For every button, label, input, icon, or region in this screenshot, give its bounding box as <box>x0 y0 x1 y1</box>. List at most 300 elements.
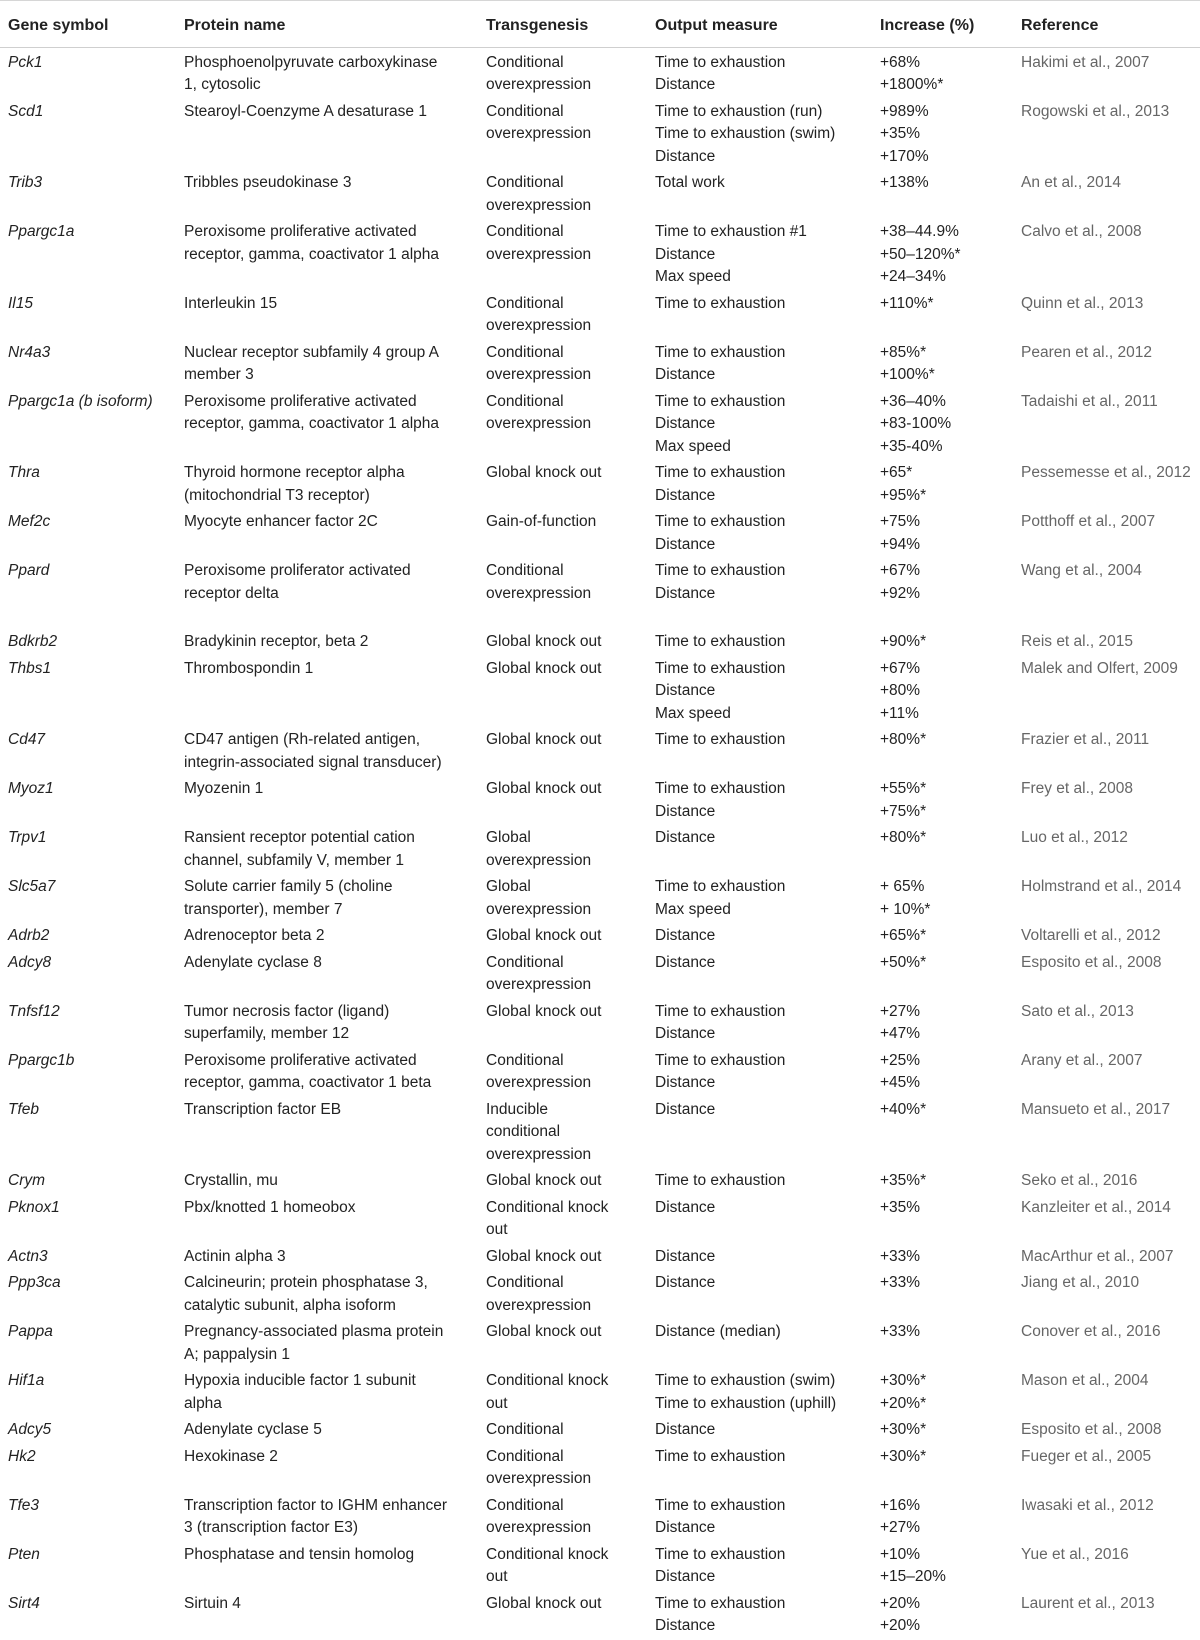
reference-cell: Mason et al., 2004 <box>1021 1372 1149 1389</box>
increase-cell-line: +35% <box>880 125 921 142</box>
gene-symbol-cell: Mef2c <box>8 513 51 530</box>
increase-cell <box>872 629 1013 656</box>
protein-name-cell-line: Peroxisome proliferative activated <box>184 392 417 410</box>
transgenesis-cell-line: overexpression <box>486 1145 592 1163</box>
reference-cell: Rogowski et al., 2013 <box>1021 102 1170 120</box>
reference-cell: Sato et al., 2013 <box>1021 1002 1134 1020</box>
gene-symbol-cell: Tfe3 <box>8 1496 40 1514</box>
output-measure-cell-line: Distance <box>655 1074 716 1091</box>
protein-name-cell <box>176 558 478 629</box>
transgenesis-cell-line: conditional <box>486 1123 561 1140</box>
transgenesis-cell-line: Global knock out <box>486 633 602 650</box>
transgenesis-cell-line: Conditional <box>486 1421 564 1438</box>
protein-name-cell <box>176 1048 478 1097</box>
protein-name-cell-line: Transcription factor EB <box>184 1100 342 1118</box>
gene-symbol-cell: Ppargc1b <box>8 1051 75 1069</box>
output-measure-cell-line: Time to exhaustion (swim) <box>655 1372 836 1389</box>
gene-symbol-cell: Slc5a7 <box>8 878 56 895</box>
protein-name-cell <box>176 219 478 291</box>
table-row <box>0 1493 1200 1542</box>
protein-name-cell <box>176 1319 478 1368</box>
output-measure-cell-line: Distance <box>655 927 716 944</box>
gene-symbol-cell: Myoz1 <box>8 780 54 797</box>
transgenesis-cell-line: Conditional <box>486 174 564 191</box>
protein-name-cell <box>176 47 478 99</box>
reference-cell: Malek and Olfert, 2009 <box>1021 659 1178 677</box>
increase-cell-line: +35%* <box>880 1172 927 1189</box>
protein-name-cell <box>176 999 478 1048</box>
header-increase: Increase (%) <box>872 1 1013 48</box>
transgenesis-cell-line: Conditional <box>486 294 564 312</box>
increase-cell-line: +33% <box>880 1323 921 1340</box>
increase-cell <box>872 47 1013 99</box>
reference-cell: Wang et al., 2004 <box>1021 562 1142 579</box>
output-measure-cell-line: Time to exhaustion <box>655 464 786 481</box>
protein-name-cell-line: Adenylate cyclase 5 <box>184 1421 322 1438</box>
increase-cell-line: +16% <box>880 1496 921 1514</box>
transgenesis-cell-line: out <box>486 1394 508 1412</box>
protein-name-cell-line: Hypoxia inducible factor 1 subunit <box>184 1372 416 1389</box>
output-measure-cell <box>647 776 872 825</box>
output-measure-cell <box>647 1417 872 1444</box>
increase-cell <box>872 509 1013 558</box>
transgenesis-cell-line: Global knock out <box>486 1002 602 1020</box>
output-measure-cell-line: Max speed <box>655 437 731 455</box>
reference-cell: Holmstrand et al., 2014 <box>1021 878 1182 895</box>
protein-name-cell-line: Hexokinase 2 <box>184 1447 278 1465</box>
increase-cell <box>872 874 1013 923</box>
gene-symbol-cell: Tnfsf12 <box>8 1002 60 1020</box>
gene-symbol-cell: Pknox1 <box>8 1198 60 1216</box>
protein-name-cell-line: Myocyte enhancer factor 2C <box>184 513 378 530</box>
output-measure-cell-line: Time to exhaustion (swim) <box>655 125 836 142</box>
protein-name-cell <box>176 460 478 509</box>
protein-name-cell-line: A; pappalysin 1 <box>184 1345 290 1363</box>
transgenesis-cell-line: overexpression <box>486 1470 592 1487</box>
increase-cell <box>872 460 1013 509</box>
output-measure-cell-line: Distance <box>655 486 716 504</box>
protein-name-cell-line: Pbx/knotted 1 homeobox <box>184 1198 356 1216</box>
increase-cell-line: +90%* <box>880 633 927 650</box>
transgenesis-cell-line: overexpression <box>486 366 592 383</box>
transgenesis-cell-line: overexpression <box>486 415 592 432</box>
transgenesis-cell <box>478 656 647 728</box>
increase-cell <box>872 170 1013 219</box>
reference-cell: Calvo et al., 2008 <box>1021 223 1142 240</box>
transgenesis-cell <box>478 1244 647 1271</box>
transgenesis-cell <box>478 1195 647 1244</box>
gene-symbol-cell: Hk2 <box>8 1447 36 1465</box>
protein-name-cell <box>176 1244 478 1271</box>
increase-cell-line: +20% <box>880 1617 921 1634</box>
output-measure-cell-line: Time to exhaustion <box>655 1496 786 1514</box>
protein-name-cell-line: Calcineurin; protein phosphatase 3, <box>184 1274 428 1291</box>
transgenesis-cell-line: Conditional <box>486 1274 564 1291</box>
increase-cell <box>872 1591 1013 1640</box>
reference-cell: Fueger et al., 2005 <box>1021 1447 1152 1465</box>
protein-name-cell-line: Interleukin 15 <box>184 294 278 312</box>
table-row <box>0 291 1200 340</box>
increase-cell-line: +30%* <box>880 1421 927 1438</box>
output-measure-cell-line: Time to exhaustion <box>655 1172 786 1189</box>
transgenesis-cell-line: out <box>486 1221 508 1238</box>
transgenesis-cell-line: overexpression <box>486 1296 592 1314</box>
table-row <box>0 1048 1200 1097</box>
protein-name-cell-line: Nuclear receptor subfamily 4 group A <box>184 343 440 361</box>
increase-cell <box>872 291 1013 340</box>
output-measure-cell-line: Distance <box>655 1519 716 1536</box>
increase-cell <box>872 389 1013 461</box>
increase-cell-line: +989% <box>880 102 929 120</box>
output-measure-cell-line: Time to exhaustion #1 <box>655 223 807 240</box>
transgenesis-cell <box>478 170 647 219</box>
protein-name-cell-line: receptor, gamma, coactivator 1 alpha <box>184 245 440 263</box>
increase-cell <box>872 99 1013 171</box>
transgenesis-cell <box>478 1097 647 1169</box>
transgenesis-cell-line: Global knock out <box>486 1172 602 1189</box>
transgenesis-cell-line: Global <box>486 829 531 846</box>
increase-cell-line: +65%* <box>880 927 927 944</box>
reference-cell: Laurent et al., 2013 <box>1021 1594 1155 1612</box>
protein-name-cell-line: CD47 antigen (Rh-related antigen, <box>184 731 421 748</box>
output-measure-cell-line: Distance <box>655 1421 716 1438</box>
output-measure-cell-line: Distance <box>655 802 716 820</box>
transgenesis-cell-line: Conditional <box>486 343 564 361</box>
table-row <box>0 629 1200 656</box>
output-measure-cell <box>647 460 872 509</box>
reference-cell: Yue et al., 2016 <box>1021 1545 1129 1563</box>
protein-name-cell <box>176 950 478 999</box>
header-reference: Reference <box>1013 1 1200 48</box>
table-body <box>0 47 1200 1640</box>
table-row <box>0 874 1200 923</box>
increase-cell <box>872 1168 1013 1195</box>
protein-name-cell-line: Phosphoenolpyruvate carboxykinase <box>184 53 438 71</box>
output-measure-cell-line: Distance <box>655 1025 716 1042</box>
reference-cell: Frazier et al., 2011 <box>1021 731 1150 748</box>
table-row <box>0 509 1200 558</box>
protein-name-cell-line: integrin-associated signal transducer) <box>184 753 442 771</box>
table-row <box>0 1168 1200 1195</box>
increase-cell-line: +38–44.9% <box>880 223 959 240</box>
transgenesis-cell <box>478 950 647 999</box>
table-row <box>0 727 1200 776</box>
increase-cell <box>872 1444 1013 1493</box>
increase-cell <box>872 1417 1013 1444</box>
increase-cell-line: +27% <box>880 1519 921 1536</box>
protein-name-cell <box>176 99 478 171</box>
output-measure-cell-line: Time to exhaustion <box>655 294 786 312</box>
protein-name-cell-line: Actinin alpha 3 <box>184 1247 286 1265</box>
output-measure-cell <box>647 923 872 950</box>
output-measure-cell <box>647 340 872 389</box>
output-measure-cell-line: Distance <box>655 1100 716 1118</box>
increase-cell <box>872 825 1013 874</box>
table-row <box>0 47 1200 99</box>
gene-symbol-cell: Tfeb <box>8 1100 40 1118</box>
header-output-measure: Output measure <box>647 1 872 48</box>
increase-cell-line: +24–34% <box>880 268 946 285</box>
transgenesis-cell-line: Inducible <box>486 1100 549 1118</box>
increase-cell-line: +20%* <box>880 1394 927 1412</box>
increase-cell-line: +15–20% <box>880 1568 946 1585</box>
increase-cell <box>872 1048 1013 1097</box>
protein-name-cell-line: receptor, gamma, coactivator 1 alpha <box>184 415 440 432</box>
reference-cell: Kanzleiter et al., 2014 <box>1021 1198 1171 1216</box>
increase-cell-line: +11% <box>880 704 919 722</box>
output-measure-cell-line: Time to exhaustion <box>655 659 786 677</box>
protein-name-cell <box>176 825 478 874</box>
protein-name-cell <box>176 509 478 558</box>
output-measure-cell <box>647 1048 872 1097</box>
increase-cell-line: + 65% <box>880 878 925 895</box>
protein-name-cell-line: Stearoyl-Coenzyme A desaturase 1 <box>184 102 427 120</box>
table-row <box>0 1591 1200 1640</box>
transgenesis-cell-line: Conditional <box>486 102 564 120</box>
header-gene-symbol: Gene symbol <box>0 1 176 48</box>
output-measure-cell <box>647 389 872 461</box>
protein-name-cell <box>176 1195 478 1244</box>
protein-name-cell-line: Peroxisome proliferator activated <box>184 562 411 579</box>
output-measure-cell <box>647 825 872 874</box>
protein-name-cell <box>176 1591 478 1640</box>
output-measure-cell <box>647 47 872 99</box>
increase-cell-line: +36–40% <box>880 392 946 410</box>
increase-cell-line: +25% <box>880 1051 921 1069</box>
protein-name-cell-line: Crystallin, mu <box>184 1172 278 1189</box>
table-row <box>0 340 1200 389</box>
output-measure-cell-line: Distance <box>655 1198 716 1216</box>
table-row <box>0 99 1200 171</box>
transgenesis-cell <box>478 509 647 558</box>
reference-cell: Voltarelli et al., 2012 <box>1021 927 1161 944</box>
increase-cell-line: +75% <box>880 513 921 530</box>
table-row <box>0 923 1200 950</box>
output-measure-cell-line: Distance <box>655 829 716 846</box>
increase-cell-line: +68% <box>880 53 921 71</box>
protein-name-cell <box>176 1168 478 1195</box>
protein-name-cell <box>176 727 478 776</box>
output-measure-cell <box>647 1493 872 1542</box>
gene-symbol-cell: Thra <box>8 464 40 481</box>
protein-name-cell <box>176 1493 478 1542</box>
reference-cell: Arany et al., 2007 <box>1021 1051 1143 1069</box>
header-protein-name: Protein name <box>176 1 478 48</box>
protein-name-cell-line: superfamily, member 12 <box>184 1025 350 1042</box>
protein-name-cell <box>176 1417 478 1444</box>
transgenesis-cell-line: Conditional knock <box>486 1545 609 1563</box>
gene-symbol-cell: Adcy8 <box>8 953 52 971</box>
protein-name-cell-line: Peroxisome proliferative activated <box>184 1051 417 1069</box>
protein-name-cell-line: Thrombospondin 1 <box>184 659 314 677</box>
increase-cell-line: +40%* <box>880 1100 927 1118</box>
output-measure-cell-line: Distance <box>655 1568 716 1585</box>
transgenesis-cell-line: Conditional knock <box>486 1198 609 1216</box>
output-measure-cell-line: Distance <box>655 415 716 432</box>
increase-cell-line: +95%* <box>880 486 927 504</box>
table-row <box>0 999 1200 1048</box>
transgenesis-cell-line: overexpression <box>486 851 592 869</box>
increase-cell-line: +1800%* <box>880 76 944 93</box>
protein-name-cell <box>176 1542 478 1591</box>
output-measure-cell-line: Time to exhaustion <box>655 562 786 579</box>
output-measure-cell-line: Time to exhaustion <box>655 1051 786 1069</box>
increase-cell-line: +50%* <box>880 953 927 971</box>
protein-name-cell-line: receptor, gamma, coactivator 1 beta <box>184 1074 432 1091</box>
increase-cell-line: +10% <box>880 1545 921 1563</box>
protein-name-cell <box>176 629 478 656</box>
transgenesis-cell <box>478 1417 647 1444</box>
protein-name-cell-line: Pregnancy-associated plasma protein <box>184 1323 444 1340</box>
increase-cell <box>872 1542 1013 1591</box>
output-measure-cell-line: Distance <box>655 953 716 971</box>
output-measure-cell-line: Distance <box>655 1617 716 1634</box>
gene-symbol-cell: Pck1 <box>8 53 43 71</box>
gene-symbol-cell: Ppargc1a (b isoform) <box>8 392 153 410</box>
protein-name-cell <box>176 656 478 728</box>
table-row <box>0 460 1200 509</box>
protein-name-cell-line: Adrenoceptor beta 2 <box>184 927 325 944</box>
increase-cell-line: +100%* <box>880 366 935 383</box>
output-measure-cell-line: Distance <box>655 682 716 699</box>
increase-cell-line: +33% <box>880 1274 921 1291</box>
table-row <box>0 170 1200 219</box>
protein-name-cell <box>176 340 478 389</box>
transgenesis-cell-line: Global knock out <box>486 1594 602 1612</box>
transgenesis-cell-line: out <box>486 1568 508 1585</box>
transgenesis-cell <box>478 1368 647 1417</box>
transgenesis-cell-line: Global knock out <box>486 1323 602 1340</box>
gene-symbol-cell: Scd1 <box>8 102 44 120</box>
increase-cell-line: +94% <box>880 535 921 553</box>
transgenesis-cell-line: Global knock out <box>486 464 602 481</box>
output-measure-cell-line: Distance <box>655 535 716 553</box>
output-measure-cell-line: Distance <box>655 1274 716 1291</box>
reference-cell: MacArthur et al., 2007 <box>1021 1247 1174 1265</box>
increase-cell <box>872 340 1013 389</box>
gene-symbol-cell: Ppp3ca <box>8 1274 61 1291</box>
gene-symbol-cell: Actn3 <box>8 1247 48 1265</box>
increase-cell <box>872 219 1013 291</box>
transgenesis-cell <box>478 727 647 776</box>
transgenesis-cell-line: Conditional <box>486 1447 564 1465</box>
transgenesis-cell-line: overexpression <box>486 76 592 93</box>
transgenesis-cell <box>478 219 647 291</box>
table-row <box>0 825 1200 874</box>
increase-cell <box>872 999 1013 1048</box>
output-measure-cell <box>647 99 872 171</box>
transgenesis-cell <box>478 340 647 389</box>
increase-cell-line: +80%* <box>880 829 927 846</box>
increase-cell-line: +92% <box>880 584 921 602</box>
protein-name-cell-line: 3 (transcription factor E3) <box>184 1519 359 1536</box>
output-measure-cell-line: Time to exhaustion (run) <box>655 102 823 120</box>
increase-cell <box>872 1244 1013 1271</box>
protein-name-cell-line: channel, subfamily V, member 1 <box>184 851 404 869</box>
protein-name-cell-line: Tumor necrosis factor (ligand) <box>184 1002 390 1020</box>
table-row <box>0 558 1200 629</box>
output-measure-cell <box>647 1319 872 1368</box>
output-measure-cell-line: Distance <box>655 366 716 383</box>
output-measure-cell-line: Total work <box>655 174 725 191</box>
transgenesis-cell-line: Conditional <box>486 53 564 71</box>
transgenesis-cell-line: overexpression <box>486 317 592 334</box>
table-row <box>0 1319 1200 1368</box>
output-measure-cell-line: Distance <box>655 245 716 263</box>
protein-name-cell-line: Peroxisome proliferative activated <box>184 223 417 240</box>
header-transgenesis: Transgenesis <box>478 1 647 48</box>
output-measure-cell <box>647 1270 872 1319</box>
protein-name-cell-line: Sirtuin 4 <box>184 1594 241 1612</box>
output-measure-cell-line: Time to exhaustion <box>655 343 786 361</box>
transgenesis-cell-line: overexpression <box>486 584 592 602</box>
output-measure-cell <box>647 558 872 629</box>
output-measure-cell-line: Time to exhaustion <box>655 53 786 71</box>
transgenesis-cell <box>478 1591 647 1640</box>
increase-cell-line: +80% <box>880 682 921 699</box>
transgenesis-cell-line: overexpression <box>486 1519 592 1536</box>
output-measure-cell-line: Distance (median) <box>655 1323 781 1340</box>
output-measure-cell <box>647 1168 872 1195</box>
output-measure-cell <box>647 874 872 923</box>
protein-name-cell-line: (mitochondrial T3 receptor) <box>184 486 370 504</box>
table-row <box>0 776 1200 825</box>
transgenesis-cell <box>478 629 647 656</box>
transgenesis-cell-line: overexpression <box>486 900 592 918</box>
protein-name-cell-line: Solute carrier family 5 (choline <box>184 878 393 895</box>
increase-cell-line: +30%* <box>880 1447 927 1465</box>
output-measure-cell <box>647 1368 872 1417</box>
gene-symbol-cell: Pten <box>8 1545 40 1563</box>
output-measure-cell-line: Time to exhaustion <box>655 392 786 410</box>
increase-cell-line: +35% <box>880 1198 921 1216</box>
protein-name-cell <box>176 1368 478 1417</box>
protein-name-cell-line: 1, cytosolic <box>184 76 261 93</box>
protein-name-cell-line: Bradykinin receptor, beta 2 <box>184 633 369 650</box>
output-measure-cell <box>647 1591 872 1640</box>
output-measure-cell <box>647 509 872 558</box>
transgenesis-cell-line: Global knock out <box>486 780 602 797</box>
reference-cell: Potthoff et al., 2007 <box>1021 513 1156 530</box>
increase-cell <box>872 1319 1013 1368</box>
output-measure-cell <box>647 629 872 656</box>
reference-cell: Quinn et al., 2013 <box>1021 294 1144 312</box>
gene-symbol-cell: Sirt4 <box>8 1594 40 1612</box>
transgenesis-cell-line: Conditional <box>486 953 564 971</box>
increase-cell-line: +85%* <box>880 343 927 361</box>
reference-cell: An et al., 2014 <box>1021 174 1121 191</box>
increase-cell-line: +67% <box>880 659 921 677</box>
increase-cell-line: +170% <box>880 147 929 165</box>
reference-cell: Pessemesse et al., 2012 <box>1021 464 1191 481</box>
protein-name-cell-line: Tribbles pseudokinase 3 <box>184 174 352 191</box>
protein-name-cell-line: Adenylate cyclase 8 <box>184 953 322 971</box>
transgenesis-cell-line: Conditional <box>486 562 564 579</box>
table-row <box>0 389 1200 461</box>
transgenesis-cell-line: Gain-of-function <box>486 513 597 530</box>
transgenesis-cell <box>478 776 647 825</box>
header-row <box>0 1 1200 48</box>
gene-symbol-cell: Bdkrb2 <box>8 633 58 650</box>
reference-cell: Reis et al., 2015 <box>1021 633 1134 650</box>
table-row <box>0 1368 1200 1417</box>
reference-cell: Luo et al., 2012 <box>1021 829 1128 846</box>
output-measure-cell <box>647 999 872 1048</box>
increase-cell <box>872 1097 1013 1169</box>
protein-name-cell-line: alpha <box>184 1394 222 1412</box>
reference-cell: Esposito et al., 2008 <box>1021 1421 1162 1438</box>
transgenesis-cell-line: Conditional <box>486 1051 564 1069</box>
